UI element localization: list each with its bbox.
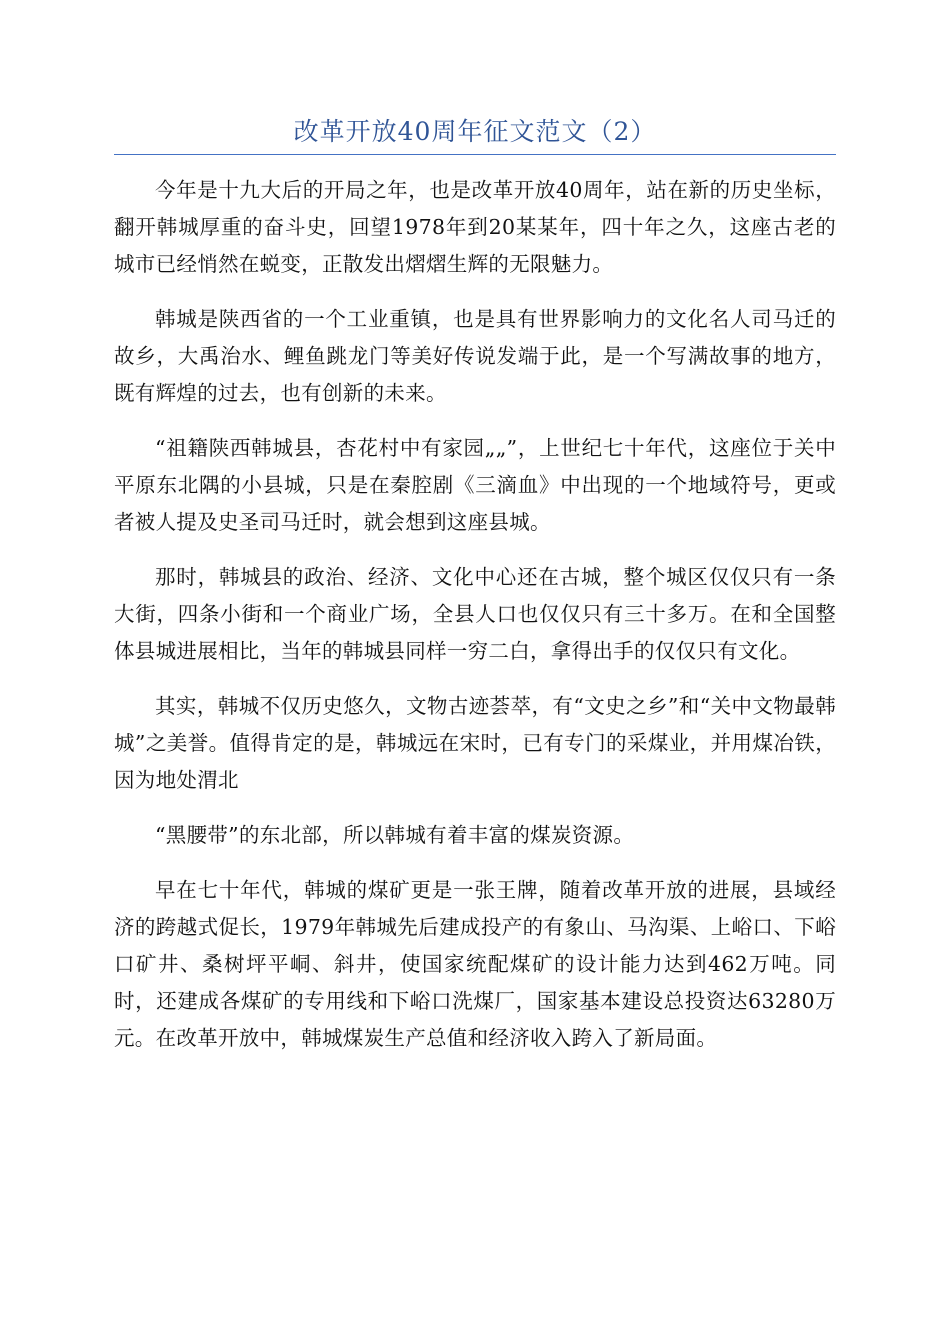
paragraph-4: 那时，韩城县的政治、经济、文化中心还在古城，整个城区仅仅只有一条大街，四条小街和一个商业广场，全县人口也仅仅只有三十多万。在和全国整体县城进展相比，当年的韩城县同样一穷二白，拿得出手的仅仅只有文化。 — [114, 565, 836, 663]
paragraph-7: 早在七十年代，韩城的煤矿更是一张王牌，随着改革开放的进展，县域经济的跨越式促长，1979年韩城先后建成投产的有象山、马沟渠、上峪口、下峪口矿井、桑树坪平峒、斜井，使国家统配煤矿的设计能力达到462万吨。同时，还建成各煤矿的专用线和下峪口洗煤厂，国家基本建设总投资达63280万元。在改革开放中，韩城煤炭生产总值和经济收入跨入了新局面。 — [114, 878, 836, 1050]
document-body — [114, 172, 836, 1075]
paragraph-5: 其实，韩城不仅历史悠久，文物古迹荟萃，有“文史之乡”和“关中文物最韩城”之美誉。值得肯定的是，韩城远在宋时，已有专门的采煤业，并用煤冶铁，因为地处渭北 — [114, 694, 836, 792]
document-title: 改革开放40周年征文范文（2） — [293, 117, 657, 146]
paragraph-2: 韩城是陕西省的一个工业重镇，也是具有世界影响力的文化名人司马迁的故乡，大禹治水、鲤鱼跳龙门等美好传说发端于此，是一个写满故事的地方，既有辉煌的过去，也有创新的未来。 — [114, 307, 836, 405]
paragraph-3: “祖籍陕西韩城县，杏花村中有家园„„”，上世纪七十年代，这座位于关中平原东北隅的小县城，只是在秦腔剧《三滴血》中出现的一个地域符号，更或者被人提及史圣司马迁时，就会想到这座县城。 — [114, 436, 836, 534]
paragraph-6: “黑腰带”的东北部，所以韩城有着丰富的煤炭资源。 — [155, 823, 635, 847]
title-underline — [114, 154, 836, 155]
paragraph-1: 今年是十九大后的开局之年，也是改革开放40周年，站在新的历史坐标，翻开韩城厚重的奋斗史，回望1978年到20某某年，四十年之久，这座古老的城市已经悄然在蜕变，正散发出熠熠生辉的无限魅力。 — [114, 178, 836, 276]
